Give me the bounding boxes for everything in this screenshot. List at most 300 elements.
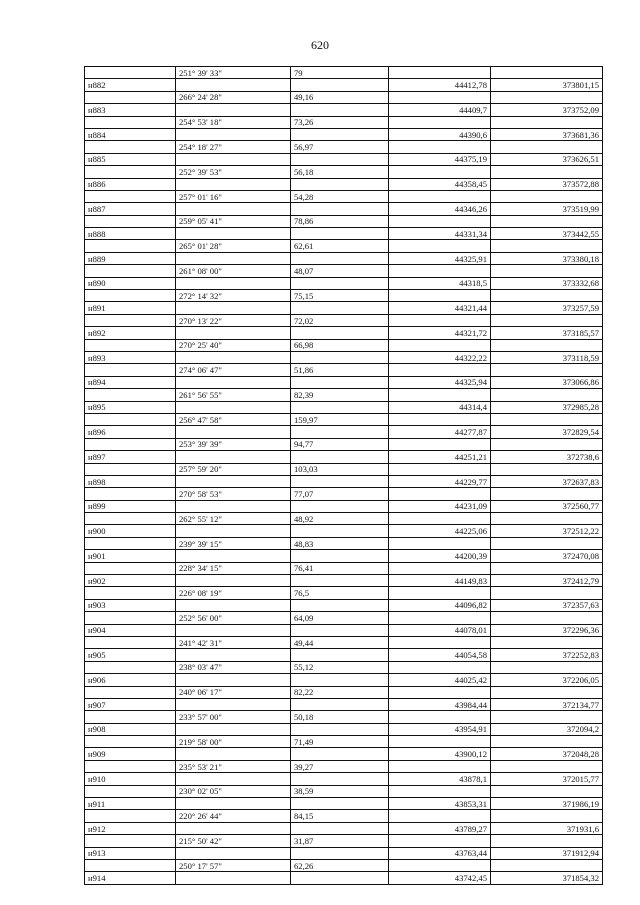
empty-cell — [291, 525, 389, 537]
empty-cell — [85, 760, 176, 772]
direction-angle: 239° 39' 15" — [176, 537, 291, 549]
direction-angle: 261° 56' 55" — [176, 389, 291, 401]
coord-y: 372512,22 — [491, 525, 603, 537]
coord-x: 44375,19 — [389, 153, 491, 165]
empty-cell — [176, 376, 291, 388]
empty-cell — [291, 624, 389, 636]
coord-y: 372048,28 — [491, 748, 603, 760]
empty-cell — [389, 413, 491, 425]
empty-cell — [176, 624, 291, 636]
empty-cell — [176, 451, 291, 463]
segment-row — [85, 537, 603, 549]
coord-y: 373519,99 — [491, 203, 603, 215]
coord-x: 44322,22 — [389, 351, 491, 363]
coord-y: 373626,51 — [491, 153, 603, 165]
empty-cell — [85, 190, 176, 202]
point-row — [85, 327, 603, 339]
coord-y: 372829,54 — [491, 426, 603, 438]
coord-y: 371854,32 — [491, 872, 603, 884]
direction-angle: 240° 06' 17" — [176, 686, 291, 698]
coord-x: 43789,27 — [389, 822, 491, 834]
empty-cell — [291, 178, 389, 190]
empty-cell — [85, 413, 176, 425]
point-row — [85, 525, 603, 537]
empty-cell — [389, 661, 491, 673]
direction-angle: 270° 13' 22" — [176, 314, 291, 326]
direction-angle: 220° 26' 44" — [176, 810, 291, 822]
coord-y: 373257,59 — [491, 302, 603, 314]
segment-length: 31,87 — [291, 835, 389, 847]
segment-length: 72,02 — [291, 314, 389, 326]
empty-cell — [176, 153, 291, 165]
segment-length: 84,15 — [291, 810, 389, 822]
segment-length: 94,77 — [291, 438, 389, 450]
direction-angle: 270° 58' 53" — [176, 488, 291, 500]
empty-cell — [291, 79, 389, 91]
empty-cell — [491, 438, 603, 450]
segment-length: 48,07 — [291, 265, 389, 277]
coord-x: 44078,01 — [389, 624, 491, 636]
empty-cell — [176, 302, 291, 314]
empty-cell — [85, 661, 176, 673]
coord-y: 371986,19 — [491, 798, 603, 810]
point-id: н884 — [85, 128, 176, 140]
direction-angle: 219° 58' 00" — [176, 736, 291, 748]
empty-cell — [291, 401, 389, 413]
point-id: н883 — [85, 104, 176, 116]
point-id: н911 — [85, 798, 176, 810]
direction-angle: 238° 03' 47" — [176, 661, 291, 673]
coord-y: 372985,28 — [491, 401, 603, 413]
empty-cell — [291, 128, 389, 140]
empty-cell — [491, 116, 603, 128]
empty-cell — [291, 723, 389, 735]
segment-row — [85, 860, 603, 872]
empty-cell — [491, 488, 603, 500]
direction-angle: 254° 53' 18" — [176, 116, 291, 128]
empty-cell — [389, 240, 491, 252]
empty-cell — [176, 277, 291, 289]
point-row — [85, 376, 603, 388]
empty-cell — [491, 562, 603, 574]
empty-cell — [176, 178, 291, 190]
empty-cell — [291, 748, 389, 760]
empty-cell — [491, 314, 603, 326]
segment-row — [85, 314, 603, 326]
coord-y: 372412,79 — [491, 575, 603, 587]
point-id: н893 — [85, 351, 176, 363]
empty-cell — [85, 686, 176, 698]
empty-cell — [291, 475, 389, 487]
point-id: н907 — [85, 698, 176, 710]
empty-cell — [389, 562, 491, 574]
empty-cell — [85, 835, 176, 847]
empty-cell — [176, 203, 291, 215]
point-row — [85, 104, 603, 116]
empty-cell — [389, 314, 491, 326]
point-row — [85, 822, 603, 834]
point-id: н895 — [85, 401, 176, 413]
empty-cell — [291, 698, 389, 710]
point-id: н892 — [85, 327, 176, 339]
empty-cell — [176, 575, 291, 587]
segment-row — [85, 389, 603, 401]
segment-length: 56,18 — [291, 166, 389, 178]
segment-row — [85, 339, 603, 351]
coord-y: 372357,63 — [491, 599, 603, 611]
empty-cell — [85, 785, 176, 797]
segment-length: 56,97 — [291, 141, 389, 153]
coord-x: 43984,44 — [389, 698, 491, 710]
segment-length: 75,15 — [291, 290, 389, 302]
empty-cell — [389, 290, 491, 302]
point-id: н909 — [85, 748, 176, 760]
coord-y: 372470,08 — [491, 550, 603, 562]
empty-cell — [291, 252, 389, 264]
segment-row — [85, 810, 603, 822]
direction-angle: 228° 34' 15" — [176, 562, 291, 574]
direction-angle: 253° 39' 39" — [176, 438, 291, 450]
empty-cell — [389, 860, 491, 872]
empty-cell — [389, 215, 491, 227]
segment-row — [85, 91, 603, 103]
empty-cell — [389, 513, 491, 525]
segment-row — [85, 413, 603, 425]
empty-cell — [85, 612, 176, 624]
point-row — [85, 302, 603, 314]
segment-row — [85, 438, 603, 450]
empty-cell — [291, 649, 389, 661]
coord-y: 371931,6 — [491, 822, 603, 834]
empty-cell — [176, 674, 291, 686]
segment-length: 64,09 — [291, 612, 389, 624]
segment-row — [85, 711, 603, 723]
segment-row — [85, 364, 603, 376]
empty-cell — [389, 587, 491, 599]
point-id: н906 — [85, 674, 176, 686]
empty-cell — [85, 810, 176, 822]
empty-cell — [291, 228, 389, 240]
coord-x: 44346,26 — [389, 203, 491, 215]
empty-cell — [85, 860, 176, 872]
empty-cell — [176, 748, 291, 760]
direction-angle: 241° 42' 31" — [176, 636, 291, 648]
empty-cell — [389, 537, 491, 549]
coord-x: 44149,83 — [389, 575, 491, 587]
segment-length: 49,16 — [291, 91, 389, 103]
empty-cell — [291, 153, 389, 165]
coord-x: 43763,44 — [389, 847, 491, 859]
segment-length: 77,07 — [291, 488, 389, 500]
empty-cell — [176, 698, 291, 710]
empty-cell — [491, 389, 603, 401]
empty-cell — [85, 339, 176, 351]
coord-x: 43900,12 — [389, 748, 491, 760]
segment-row — [85, 240, 603, 252]
point-row — [85, 575, 603, 587]
empty-cell — [491, 141, 603, 153]
coord-x: 44054,58 — [389, 649, 491, 661]
coord-x: 44409,7 — [389, 104, 491, 116]
point-row — [85, 698, 603, 710]
empty-cell — [85, 240, 176, 252]
empty-cell — [491, 636, 603, 648]
coord-x: 44331,34 — [389, 228, 491, 240]
empty-cell — [491, 166, 603, 178]
point-row — [85, 500, 603, 512]
empty-cell — [491, 91, 603, 103]
empty-cell — [85, 215, 176, 227]
coord-x: 44314,4 — [389, 401, 491, 413]
segment-row — [85, 587, 603, 599]
point-id: н896 — [85, 426, 176, 438]
empty-cell — [389, 141, 491, 153]
point-id: н887 — [85, 203, 176, 215]
empty-cell — [85, 463, 176, 475]
empty-cell — [491, 513, 603, 525]
empty-cell — [176, 426, 291, 438]
coordinates-table — [84, 66, 603, 885]
segment-row — [85, 612, 603, 624]
point-id: н898 — [85, 475, 176, 487]
empty-cell — [389, 463, 491, 475]
segment-length: 54,28 — [291, 190, 389, 202]
coord-y: 373681,36 — [491, 128, 603, 140]
empty-cell — [85, 91, 176, 103]
empty-cell — [176, 351, 291, 363]
empty-cell — [491, 190, 603, 202]
empty-cell — [389, 736, 491, 748]
empty-cell — [85, 314, 176, 326]
point-row — [85, 847, 603, 859]
empty-cell — [176, 79, 291, 91]
point-id: н903 — [85, 599, 176, 611]
empty-cell — [176, 847, 291, 859]
coord-y: 373185,57 — [491, 327, 603, 339]
empty-cell — [389, 91, 491, 103]
empty-cell — [491, 537, 603, 549]
empty-cell — [85, 711, 176, 723]
coord-y: 373752,09 — [491, 104, 603, 116]
point-row — [85, 351, 603, 363]
empty-cell — [389, 438, 491, 450]
direction-angle: 261° 08' 00" — [176, 265, 291, 277]
coord-y: 372134,77 — [491, 698, 603, 710]
point-id: н905 — [85, 649, 176, 661]
coord-x: 43954,91 — [389, 723, 491, 735]
point-row — [85, 674, 603, 686]
coord-x: 44318,5 — [389, 277, 491, 289]
empty-cell — [491, 810, 603, 822]
empty-cell — [291, 277, 389, 289]
coord-x: 44277,87 — [389, 426, 491, 438]
direction-angle: 257° 01' 16" — [176, 190, 291, 202]
segment-length: 55,12 — [291, 661, 389, 673]
direction-angle: 257° 59' 20" — [176, 463, 291, 475]
direction-angle: 233° 57' 00" — [176, 711, 291, 723]
empty-cell — [491, 463, 603, 475]
direction-angle: 215° 50' 42" — [176, 835, 291, 847]
coord-x: 44225,06 — [389, 525, 491, 537]
empty-cell — [176, 228, 291, 240]
point-row — [85, 228, 603, 240]
coord-x: 44412,78 — [389, 79, 491, 91]
empty-cell — [389, 116, 491, 128]
segment-length: 48,83 — [291, 537, 389, 549]
empty-cell — [389, 339, 491, 351]
coord-y: 373332,68 — [491, 277, 603, 289]
direction-angle: 250° 17' 57" — [176, 860, 291, 872]
point-id: н888 — [85, 228, 176, 240]
coord-x: 44358,45 — [389, 178, 491, 190]
segment-length: 49,44 — [291, 636, 389, 648]
segment-row — [85, 760, 603, 772]
coord-y: 372637,83 — [491, 475, 603, 487]
empty-cell — [85, 389, 176, 401]
empty-cell — [176, 475, 291, 487]
segment-length: 48,92 — [291, 513, 389, 525]
segment-length: 103,03 — [291, 463, 389, 475]
empty-cell — [491, 364, 603, 376]
empty-cell — [491, 860, 603, 872]
empty-cell — [491, 835, 603, 847]
empty-cell — [389, 265, 491, 277]
empty-cell — [389, 686, 491, 698]
empty-cell — [491, 587, 603, 599]
point-id: н900 — [85, 525, 176, 537]
direction-angle: 265° 01' 28" — [176, 240, 291, 252]
empty-cell — [389, 67, 491, 79]
segment-length: 51,86 — [291, 364, 389, 376]
segment-length: 76,5 — [291, 587, 389, 599]
empty-cell — [291, 351, 389, 363]
point-row — [85, 773, 603, 785]
coord-y: 372094,2 — [491, 723, 603, 735]
point-row — [85, 178, 603, 190]
coord-y: 372015,77 — [491, 773, 603, 785]
empty-cell — [491, 67, 603, 79]
point-row — [85, 203, 603, 215]
empty-cell — [176, 822, 291, 834]
point-row — [85, 624, 603, 636]
empty-cell — [389, 636, 491, 648]
empty-cell — [85, 587, 176, 599]
empty-cell — [491, 760, 603, 772]
direction-angle: 262° 55' 12" — [176, 513, 291, 525]
point-id: н891 — [85, 302, 176, 314]
empty-cell — [291, 426, 389, 438]
empty-cell — [176, 872, 291, 884]
coord-y: 373066,86 — [491, 376, 603, 388]
point-id: н912 — [85, 822, 176, 834]
direction-angle: 252° 39' 53" — [176, 166, 291, 178]
point-row — [85, 649, 603, 661]
empty-cell — [491, 265, 603, 277]
point-id: н885 — [85, 153, 176, 165]
segment-row — [85, 141, 603, 153]
empty-cell — [491, 711, 603, 723]
segment-length: 50,18 — [291, 711, 389, 723]
coord-x: 43878,1 — [389, 773, 491, 785]
segment-length: 62,61 — [291, 240, 389, 252]
empty-cell — [85, 736, 176, 748]
empty-cell — [85, 116, 176, 128]
segment-length: 82,39 — [291, 389, 389, 401]
segment-length: 39,27 — [291, 760, 389, 772]
point-row — [85, 599, 603, 611]
segment-row — [85, 513, 603, 525]
coord-x: 43853,31 — [389, 798, 491, 810]
page-number: 620 — [311, 38, 329, 52]
segment-row — [85, 67, 603, 79]
direction-angle: 226° 08' 19" — [176, 587, 291, 599]
segment-row — [85, 636, 603, 648]
empty-cell — [291, 203, 389, 215]
empty-cell — [291, 500, 389, 512]
direction-angle: 251° 39' 33" — [176, 67, 291, 79]
empty-cell — [85, 364, 176, 376]
empty-cell — [389, 190, 491, 202]
point-row — [85, 426, 603, 438]
segment-row — [85, 686, 603, 698]
empty-cell — [291, 674, 389, 686]
coord-x: 44251,21 — [389, 451, 491, 463]
segment-length: 66,98 — [291, 339, 389, 351]
empty-cell — [389, 810, 491, 822]
coord-x: 44229,77 — [389, 475, 491, 487]
segment-row — [85, 661, 603, 673]
empty-cell — [389, 835, 491, 847]
empty-cell — [176, 525, 291, 537]
segment-row — [85, 562, 603, 574]
direction-angle: 235° 53' 21" — [176, 760, 291, 772]
empty-cell — [491, 413, 603, 425]
empty-cell — [491, 240, 603, 252]
segment-row — [85, 190, 603, 202]
point-id: н904 — [85, 624, 176, 636]
empty-cell — [491, 339, 603, 351]
point-id: н910 — [85, 773, 176, 785]
coord-y: 372560,77 — [491, 500, 603, 512]
point-row — [85, 550, 603, 562]
point-row — [85, 401, 603, 413]
direction-angle: 270° 25' 40" — [176, 339, 291, 351]
point-row — [85, 872, 603, 884]
empty-cell — [176, 252, 291, 264]
empty-cell — [85, 438, 176, 450]
segment-length: 62,26 — [291, 860, 389, 872]
empty-cell — [389, 389, 491, 401]
empty-cell — [389, 785, 491, 797]
segment-length: 76,41 — [291, 562, 389, 574]
point-id: н886 — [85, 178, 176, 190]
point-id: н899 — [85, 500, 176, 512]
empty-cell — [491, 785, 603, 797]
coord-x: 44231,09 — [389, 500, 491, 512]
empty-cell — [85, 636, 176, 648]
direction-angle: 259° 05' 41" — [176, 215, 291, 227]
segment-row — [85, 463, 603, 475]
segment-row — [85, 265, 603, 277]
empty-cell — [291, 773, 389, 785]
point-row — [85, 451, 603, 463]
point-id: н882 — [85, 79, 176, 91]
empty-cell — [491, 736, 603, 748]
empty-cell — [176, 773, 291, 785]
empty-cell — [389, 364, 491, 376]
direction-angle: 230° 02' 05" — [176, 785, 291, 797]
segment-row — [85, 116, 603, 128]
